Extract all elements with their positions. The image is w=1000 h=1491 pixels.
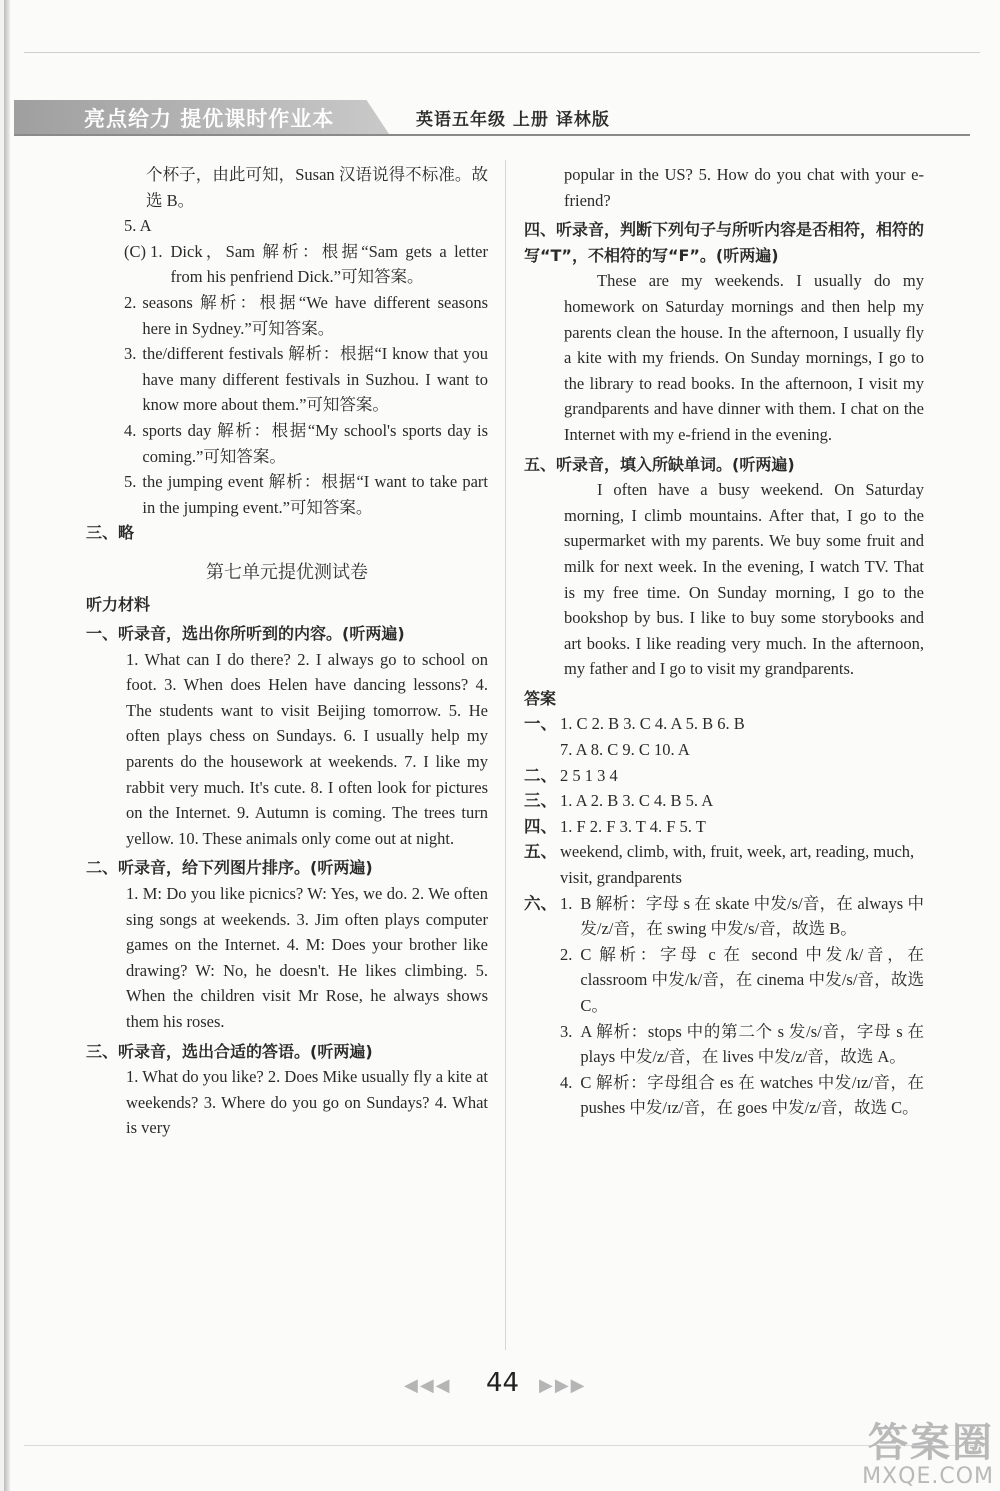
answer-values: 1. C 2. B 3. C 4. A 5. B 6. B xyxy=(560,714,745,734)
part-c-item-4 xyxy=(86,418,488,469)
listening-section-1-text: 1. What can I do there? 2. I always go to school on foot. 3. When does Helen have dancing lessons? 4. The students want to visit Beijing tomorrow. 5. He often plays chess on Sundays. 6. I usually help my parents do the housework at weekends. 7. I like my rabbit very much. It's cute. 8. I often look for pictures on the Internet. 9. Autumn is coming. The trees turn yellow. 10. These animals only come out at night. xyxy=(126,649,488,848)
next-arrows-icon: ▶▶▶ xyxy=(539,1375,587,1396)
part-c-item-3-text: the/different festivals 解析：根据“I know that you have many different festivals in Suzhou. I want to know more about them.”可知答案。 xyxy=(142,344,488,415)
answer-row-1b xyxy=(524,737,924,763)
part-c-label: (C) 1. xyxy=(124,241,163,261)
item-number: 3. xyxy=(560,1021,573,1041)
item-number: 2. xyxy=(124,292,137,312)
answer-6-item-2-text: C 解析：字母 c 在 second 中发/k/音，在 classroom 中发/k/音，在 cinema 中发/s/音，故选 C。 xyxy=(580,944,924,1015)
part-c-item-4-text: sports day 解析：根据“My school's sports day is coming.”可知答案。 xyxy=(142,420,488,466)
answer-6-item-4-text: C 解析：字母组合 es 在 watches 中发/ɪz/音，在 pushes 中发/ɪz/音，在 goes 中发/z/音，故选 C。 xyxy=(580,1072,924,1118)
page xyxy=(4,0,1000,1491)
right-column xyxy=(524,162,924,1121)
answer-label: 五、 xyxy=(524,842,557,862)
answers-title: 答案 xyxy=(524,688,557,708)
answer-values: 7. A 8. C 9. C 10. A xyxy=(560,740,690,760)
answer-label: 四、 xyxy=(524,816,557,836)
answer-row-3 xyxy=(524,788,924,814)
answer-6-item-3-text: A 解析：stops 中的第二个 s 发/s/音，字母 s 在 plays 中发/z/音，在 lives 中发/z/音，故选 A。 xyxy=(580,1021,924,1067)
answer-6-item-2 xyxy=(560,942,924,1019)
listening-material-title: 听力材料 xyxy=(86,594,151,614)
item-number: 2. xyxy=(560,944,573,964)
item-number: 4. xyxy=(560,1072,573,1092)
answer-row-5 xyxy=(524,839,924,890)
answer-label: 一、 xyxy=(524,714,557,734)
column-divider xyxy=(505,160,506,1350)
answer-row-1 xyxy=(524,711,924,737)
page-spine-shadow xyxy=(4,0,10,1491)
top-rule xyxy=(24,52,980,53)
unit-test-title: 第七单元提优测试卷 xyxy=(206,561,368,583)
part-c-item-1-text: Dick，Sam 解析：根据“Sam gets a letter from his penfriend Dick.”可知答案。 xyxy=(170,241,488,287)
bottom-rule xyxy=(24,1445,980,1446)
answer-values: 2 5 1 3 4 xyxy=(560,765,618,785)
watermark-url: MXQE.COM xyxy=(862,1464,994,1489)
answer-6-item-1-text: B 解析：字母 s 在 skate 中发/s/音，在 always 中发/z/音，在 swing 中发/s/音，故选 B。 xyxy=(580,893,924,939)
book-title: 亮点给力 提优课时作业本 xyxy=(84,107,335,131)
answer-label: 六、 xyxy=(524,893,557,913)
answer-values: 1. F 2. F 3. T 4. F 5. T xyxy=(560,816,706,836)
answer-values: 1. A 2. B 3. C 4. B 5. A xyxy=(560,791,714,811)
section-three-omitted: 三、略 xyxy=(86,523,135,543)
listening-section-2-title: 二、听录音，给下列图片排序。(听两遍) xyxy=(86,858,373,878)
answer-label: 三、 xyxy=(524,791,557,811)
continued-explanation: 个杯子，由此可知，Susan 汉语说得不标准。故选 B。 xyxy=(146,165,488,210)
answer-6-item-4 xyxy=(560,1070,924,1121)
part-c-item-1 xyxy=(86,239,488,290)
answer-6-item-1 xyxy=(560,891,924,942)
part-c-item-2 xyxy=(86,290,488,341)
prev-arrows-icon: ◀◀◀ xyxy=(404,1375,452,1396)
answer-row-6 xyxy=(524,891,924,1121)
answer-6-item-3 xyxy=(560,1019,924,1070)
answer-values: weekend, climb, with, fruit, week, art, reading, much, visit, grandparents xyxy=(560,842,915,888)
listening-section-5-passage: I often have a busy weekend. On Saturday morning, I climb mountains. After that, I go to the supermarket with my parents. We buy some fruit and milk for next week. In the evening, I watch TV. That is my free time. On Sunday morning, I go to the bookshop by bus. I like to buy some storybooks and art books. I like reading very much. In the afternoon, my father and I go to visit my grandparents. xyxy=(564,480,924,679)
header-rule xyxy=(14,134,970,136)
answer-5: 5. A xyxy=(124,216,152,236)
listening-section-3-continued: popular in the US? 5. How do you chat with your e-friend? xyxy=(564,165,924,210)
listening-section-3-title: 三、听录音，选出合适的答语。(听两遍) xyxy=(86,1041,373,1061)
listening-section-1-title: 一、听录音，选出你所听到的内容。(听两遍) xyxy=(86,624,405,644)
part-c-item-2-text: seasons 解析：根据“We have different seasons here in Sydney.”可知答案。 xyxy=(142,292,488,338)
listening-section-4-title: 四、听录音，判断下列句子与所听内容是否相符，相符的写“T”，不相符的写“F”。(听两遍) xyxy=(524,220,925,265)
answer-row-2 xyxy=(524,763,924,789)
watermark-logo-text: 答案圈 xyxy=(868,1420,994,1466)
part-c-item-3 xyxy=(86,341,488,418)
item-number: 3. xyxy=(124,344,137,364)
page-number: 44 xyxy=(486,1368,520,1398)
listening-section-3-text: 1. What do you like? 2. Does Mike usually fly a kite at weekends? 3. Where do you go on Sundays? 4. What is very xyxy=(126,1067,488,1138)
answer-row-4 xyxy=(524,814,924,840)
listening-section-2-text: 1. M: Do you like picnics? W: Yes, we do. 2. We often sing songs at weekends. 3. Jim often plays computer games on the Internet. 4. M: Does your brother like drawing? W: No, he doesn't. He likes climbing. 5. When the children visit Mr Rose, he always shows them his roses. xyxy=(126,884,488,1031)
part-c-item-5 xyxy=(86,469,488,520)
listening-section-4-passage: These are my weekends. I usually do my homework on Saturday mornings and then help my parents clean the house. In the afternoon, I usually fly a kite with my friends. On Sunday mornings, I go to the library to read books. In the afternoon, I visit my grandparents and have dinner with them. I chat on the Internet with my e-friend in the evening. xyxy=(564,271,924,444)
item-number: 4. xyxy=(124,420,137,440)
book-subject: 英语五年级 上册 译林版 xyxy=(416,110,610,130)
item-number: 5. xyxy=(124,472,137,492)
part-c-item-5-text: the jumping event 解析：根据“I want to take part in the jumping event.”可知答案。 xyxy=(142,472,488,517)
listening-section-5-title: 五、听录音，填入所缺单词。(听两遍) xyxy=(524,454,795,474)
item-number: 1. xyxy=(560,893,573,913)
answer-label: 二、 xyxy=(524,765,557,785)
left-column xyxy=(86,162,488,1141)
watermark xyxy=(862,1422,994,1489)
